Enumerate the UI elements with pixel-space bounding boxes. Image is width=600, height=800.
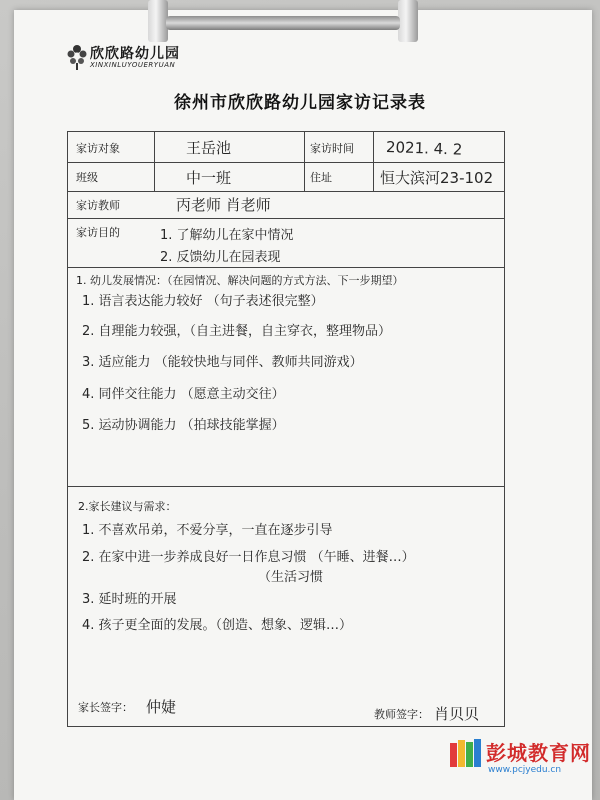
school-logo xyxy=(66,43,206,73)
target-value: 王岳池 xyxy=(186,139,232,157)
row-divider xyxy=(68,486,504,487)
parent-item: （生活习惯 xyxy=(258,570,324,585)
document-title: 徐州市欣欣路幼儿园家访记录表 xyxy=(174,93,426,113)
development-item: 1. 语言表达能力较好 （句子表述很完整） xyxy=(82,294,324,309)
parent-item: 3. 延时班的开展 xyxy=(82,592,177,607)
parent-item: 4. 孩子更全面的发展。（创造、想象、逻辑…） xyxy=(82,618,353,633)
time-label: 家访时间 xyxy=(310,142,354,155)
teacher-label: 家访教师 xyxy=(76,199,120,212)
development-item: 3. 适应能力 （能较快地与同伴、教师共同游戏） xyxy=(82,355,363,370)
visit-record-form xyxy=(67,131,505,727)
logo-text: 欣欣路幼儿园 xyxy=(90,46,180,62)
col-divider xyxy=(154,132,155,191)
row-divider xyxy=(68,191,504,192)
address-value: 恒大滨河23-102 xyxy=(380,169,494,187)
development-section-title: 1. 幼儿发展情况：（在园情况、解决问题的方式方法、下一步期望） xyxy=(76,274,404,287)
development-item: 2. 自理能力较强，（自主进餐，自主穿衣，整理物品） xyxy=(82,324,392,339)
row-divider xyxy=(68,218,504,219)
teacher-signature-label: 教师签字： xyxy=(374,708,429,721)
clipboard-clip xyxy=(148,0,418,36)
site-watermark xyxy=(448,737,598,792)
flower-logo-icon xyxy=(66,43,88,71)
col-divider xyxy=(373,132,374,191)
clip-left-hinge xyxy=(148,0,168,42)
purpose-item: 2. 反馈幼儿在园表现 xyxy=(160,250,281,265)
col-divider xyxy=(304,132,305,191)
parent-signature: 仲婕 xyxy=(146,698,177,716)
development-item: 5. 运动协调能力 （拍球技能掌握） xyxy=(82,418,285,433)
parent-item: 2. 在家中进一步养成良好一日作息习惯 （午睡、进餐…） xyxy=(82,550,415,565)
class-label: 班级 xyxy=(76,171,98,184)
teacher-signature: 肖贝贝 xyxy=(434,705,480,723)
purpose-label: 家访目的 xyxy=(76,226,120,239)
parent-section-title: 2.家长建议与需求： xyxy=(78,500,177,513)
target-label: 家访对象 xyxy=(76,142,120,155)
development-item: 4. 同伴交往能力 （愿意主动交往） xyxy=(82,387,285,402)
clip-right-hinge xyxy=(398,0,418,42)
address-label: 住址 xyxy=(310,171,332,184)
clip-bar xyxy=(166,16,400,30)
watermark-url: www.pcjyedu.cn xyxy=(488,765,562,775)
watermark-text: 彭城教育网 xyxy=(486,741,591,765)
books-logo-icon xyxy=(448,737,484,771)
parent-item: 1. 不喜欢吊弟，不爱分享，一直在逐步引导 xyxy=(82,523,333,538)
class-value: 中一班 xyxy=(186,169,232,187)
row-divider xyxy=(68,267,504,268)
logo-subtitle: XINXINLUYOUERYUAN xyxy=(90,61,176,69)
row-divider xyxy=(68,162,504,163)
time-value: 2021. 4. 2 xyxy=(385,138,463,159)
teacher-value: 丙老师 肖老师 xyxy=(176,196,271,214)
parent-signature-label: 家长签字： xyxy=(78,701,133,714)
purpose-item: 1. 了解幼儿在家中情况 xyxy=(160,228,294,243)
